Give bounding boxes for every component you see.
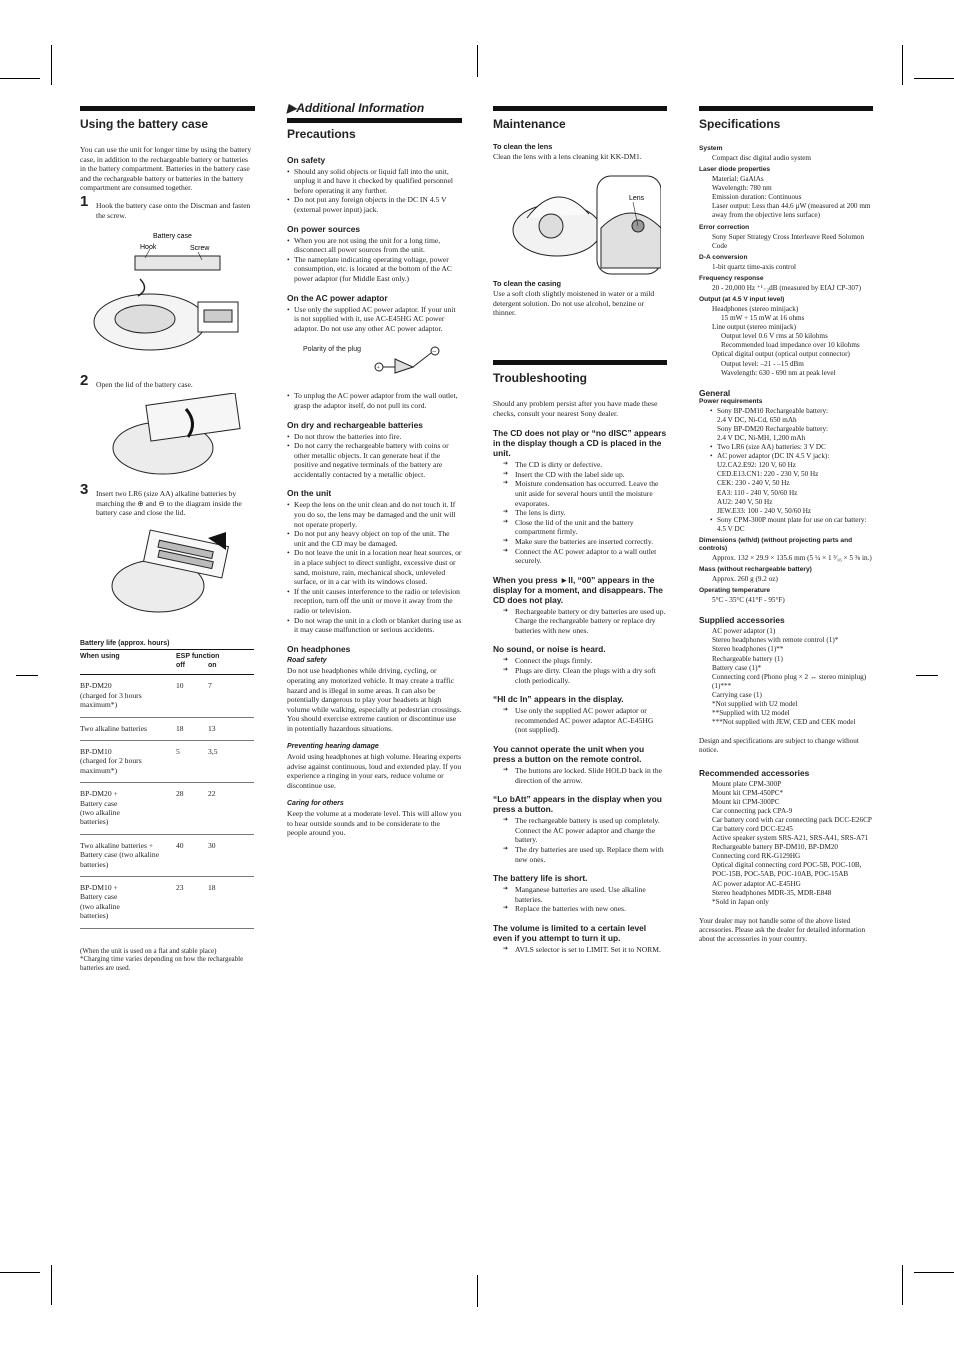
section-title: Precautions	[287, 126, 356, 141]
list-item: ➔ Connect the AC power adaptor to a wall outlet securely.	[515, 547, 667, 566]
problem-heading: “HI dc In” appears in the display.	[493, 694, 624, 705]
list-item: • When you are not using the unit for a long time, disconnect all power sources from the unit.	[294, 236, 462, 255]
svg-text:–: –	[432, 347, 436, 356]
problem-heading: The volume is limited to a certain level even if you attempt to turn it up.	[493, 922, 647, 943]
list-item: • Do not wrap the unit in a cloth or blanket during use as it may cause malfunction or serious accidents.	[294, 616, 462, 635]
step-2: 2 Open the lid of the battery case.	[80, 371, 193, 389]
battery-case-label: Battery case	[153, 233, 192, 241]
list-item: • Do not put any heavy object on top of the unit. The unit and the CD may be damaged.	[294, 529, 462, 548]
spec-heading: Mass (without rechargeable battery)	[699, 566, 812, 574]
section-title: Maintenance	[493, 117, 566, 131]
list-item: ➔ Plugs are dirty. Clean the plugs with a dry soft cloth periodically.	[515, 666, 667, 685]
section-rule	[493, 106, 667, 111]
spec-heading: Operating temperature	[699, 587, 771, 595]
list-item: ➔ The CD is dirty or defective.	[515, 460, 667, 470]
intro-text: You can use the unit for longer time by using the battery case, in addition to the rechargeable battery or batteries in the battery compartment. Batteries in the battery case and the rechargeable battery or batteries in the battery compartment are consumed together.	[80, 145, 252, 193]
screw-label: Screw	[190, 245, 210, 253]
list-item: ➔ The dry batteries are used up. Replace them with new ones.	[515, 845, 667, 864]
spec-heading: Output (at 4.5 V input level)	[699, 295, 785, 303]
problem-heading: No sound, or noise is heard.	[493, 644, 606, 655]
subheading: To clean the casing	[493, 279, 562, 289]
list-item: ➔ Moisture condensation has occurred. Leave the unit aside for several hours until the moisture evaporates.	[515, 479, 667, 508]
list-item: • Use only the supplied AC power adaptor. If your unit is not supplied with it, use AC-E45HG AC power adaptor. Do not use any other AC power adaptor.	[294, 305, 462, 334]
list-item: • Should any solid objects or liquid fall into the unit, unplug it and have it checked by qualified personnel before operating it any further.	[294, 167, 462, 196]
table-row: BP-DM10 (charged for 2 hours maximum*) 5 3,5	[80, 740, 254, 782]
spec-heading: Frequency response	[699, 274, 764, 282]
table-row: BP-DM10 + Battery case (two alkaline batteries) 23 18	[80, 877, 254, 929]
solution-list	[493, 607, 667, 636]
spec-heading: D-A conversion	[699, 253, 748, 261]
list-item: ➔ The rechargeable battery is used up completely. Connect the AC power adaptor and charge the battery.	[515, 816, 667, 845]
table-header-row	[80, 650, 254, 675]
table-note: (When the unit is used on a flat and stable place)	[80, 946, 217, 955]
list-item: ➔ Make sure the batteries are inserted correctly.	[515, 537, 667, 547]
fold-mark	[477, 45, 478, 77]
fold-mark	[16, 675, 38, 676]
table-row: Two alkaline batteries 18 13	[80, 717, 254, 740]
problem-heading: You cannot operate the unit when you press a button on the remote control.	[493, 744, 645, 765]
list-item: ➔ The lens is dirty.	[515, 508, 667, 518]
spec-heading: Supplied accessories	[699, 615, 785, 626]
crop-mark	[914, 78, 954, 79]
solution-list	[493, 945, 667, 955]
fold-mark	[916, 675, 938, 676]
spec-heading: System	[699, 145, 723, 152]
table-row: BP-DM20 + Battery case (two alkaline batteries) 28 22	[80, 783, 254, 835]
subheading: On power sources	[287, 223, 361, 234]
paragraph: Should any problem persist after you have made these checks, consult your nearest Sony dealer.	[493, 398, 658, 418]
subheading: Preventing hearing damage	[287, 742, 379, 750]
step-1: 1 Hook the battery case onto the Discman and fasten the screw.	[80, 192, 251, 220]
additional-info-heading: ▶Additional Information	[287, 101, 425, 115]
battery-case-lid-figure	[108, 393, 248, 478]
list-item: • Do not throw the batteries into fire.	[294, 432, 462, 442]
battery-life-table	[80, 649, 254, 928]
solution-list	[493, 656, 667, 685]
dry-list	[287, 432, 462, 480]
spec-heading: Laser diode properties	[699, 166, 771, 174]
subheading: On the AC power adaptor	[287, 292, 388, 303]
battery-case-hook-figure	[80, 224, 250, 369]
paragraph: Avoid using headphones at high volume. Hearing experts advise against continuous, loud and extended play. If you experience a ringing in your ears, reduce volume or discontinue use.	[287, 752, 462, 790]
problem-heading: The CD does not play or “no dISC” appears in the display though a CD is placed in the unit.	[493, 428, 667, 459]
section-rule	[493, 360, 667, 365]
safety-list	[287, 167, 462, 215]
solution-list	[493, 460, 667, 566]
subheading: Caring for others	[287, 799, 344, 807]
list-item: • To unplug the AC power adaptor from the wall outlet, grasp the adaptor itself, do not pull its cord.	[294, 391, 462, 410]
paragraph: Your dealer may not handle some of the above listed accessories. Please ask the dealer for detailed information about the accessories in your country.	[699, 916, 866, 943]
paragraph: Design and specifications are subject to change without notice.	[699, 737, 859, 755]
spec-heading: Error correction	[699, 223, 750, 231]
header-esp: ESP function off on	[176, 650, 254, 675]
specifications-column: Specifications System Compact disc digital audio system Laser diode properties Material: GaAlAs Wavelength: 780 nm Emission duration: Continuous Laser output: Less than 44.6 µW (measured at 200 mm away from the objective lens surface) Error correction Sony Super Strategy Cross Interleave Reed Solomon Code D-A conversion 1-bit quartz time-axis control Frequency response 20 - 20,000 Hz ⁺¹₋₂dB (measured by EIAJ CP-307) Output (at 4.5 V input level) Headphones (stereo minijack) 15 mW + 15 mW at 16 ohms Line output (stereo minijack) Output level 0.6 V rms at 50 kilohms Recommended load impedance over 10 kilohms Optical digital output (optical output connector) Output level: –21 - –15 dBm Wavelength: 630 - 690 nm at peak level General Power requirements • Sony BP-DM10 Rechargeable battery: 2.4 V DC, Ni-Cd, 650 mAh Sony BP-DM20 Rechargeable battery: 2.4 V DC, Ni-MH, 1,200 mAh • Two LR6 (size AA) batteries: 3 V DC • AC power adaptor (DC IN 4.5 V jack): U2.CA2.E92: 120 V, 60 Hz CED.E13.CN1: 220 - 230 V, 50 Hz CEK: 230 - 240 V, 50 Hz EA3: 110 - 240 V, 50/60 Hz AU2: 240 V, 50 Hz JEW.E33: 100 - 240 V, 50/60 Hz • Sony CPM-300P mount plate for use on car battery: 4.5 V DC Dimensions (w/h/d) (without projecting parts and controls) Approx. 132 × 29.9 × 135.6 mm (5 ¼ × 1 ³⁄₁₆ × 5 ⅜ in.) Mass (without rechargeable battery) Approx. 260 g (9.2 oz) Operating temperature 5°C - 35°C (41°F - 95°F) Supplied accessories AC power adaptor (1) Stereo headphones with remote control (1)* Stereo headphones (1)** Rechargeable battery (1) Battery case (1)* Connecting cord (Phono plug × 2 ↔ stereo miniplug) (1)*** Carrying case (1) *Not supplied with U2 model **Supplied with U2 model ***Not supplied with JEW, CED and CEK model Design and specifications are subject to change without notice. Recommended accessories Mount plate CPM-300P Mount kit CPM-450PC* Mount kit CPM-300PC Car connecting pack CPA-9 Car battery cord with car connecting pack DCC-E26CP Car battery cord DCC-E245 Active speaker system SRS-A21, SRS-A41, SRS-A71 Rechargeable battery BP-DM10, BP-DM20 Connecting cord RK-G129HG Optical digital connecting cord POC-5B, POC-10B, POC-15B, POC-5AB, POC-10AB, POC-15AB AC power adaptor AC-E45HG Stereo headphones MDR-35, MDR-E848 *Sold in Japan only Your dealer may not handle some of the above listed accessories. Please ask the dealer for detailed information about the accessories in your country.	[699, 106, 873, 944]
subheading: Road safety	[287, 656, 327, 664]
paragraph: Use a soft cloth slightly moistened in water or a mild detergent solution. Do not use alcohol, benzine or thinner.	[493, 289, 655, 318]
list-item: ➔ Manganese batteries are used. Use alkaline batteries.	[515, 885, 667, 904]
problem-heading: When you press ►II, “00” appears in the display for a moment, and disappears. The CD does not play.	[493, 574, 663, 605]
lens-cleaning-figure	[511, 168, 661, 276]
subheading: On safety	[287, 154, 326, 165]
list-item: ➔ Rechargeable battery or dry batteries are used up. Charge the rechargeable battery or replace dry batteries with new ones.	[515, 607, 667, 636]
list-item: • If the unit causes interference to the radio or television reception, turn off the unit or move it away from the radio or television.	[294, 587, 462, 616]
paragraph: Keep the volume at a moderate level. This will allow you to hear outside sounds and to be considerate to the people around you.	[287, 809, 462, 838]
hook-label: Hook	[140, 244, 157, 252]
subheading: On dry and rechargeable batteries	[287, 419, 423, 430]
list-item: • Do not carry the rechargeable battery with coins or other metallic objects. It can generate heat if the positive and negative terminals of the battery are accidentally contacted by a metallic object.	[294, 441, 462, 479]
list-item: ➔ Insert the CD with the label side up.	[515, 470, 667, 480]
unit-list	[287, 500, 462, 634]
adaptor-list	[287, 305, 462, 334]
subheading: On headphones	[287, 643, 351, 654]
crop-mark	[0, 1272, 40, 1273]
list-item: ➔ Connect the plugs firmly.	[515, 656, 667, 666]
paragraph: Clean the lens with a lens cleaning kit KK-DM1.	[493, 152, 642, 161]
list-item: ➔ Use only the supplied AC power adaptor or recommended AC power adaptor AC-E45HG (not supplied).	[515, 706, 667, 735]
problem-heading: “Lo bAtt” appears in the display when you press a button.	[493, 794, 662, 815]
polarity-figure	[287, 339, 462, 381]
list-item: ➔ Replace the batteries with new ones.	[515, 904, 667, 914]
section-rule	[699, 106, 873, 111]
table-row: Two alkaline batteries + Battery case (two alkaline batteries) 40 30	[80, 834, 254, 876]
section-title: Specifications	[699, 117, 781, 131]
list-item: • Do not put any foreign objects in the DC IN 4.5 V (external power input) jack.	[294, 195, 462, 214]
header-when-using: When using	[80, 650, 176, 675]
table-row: BP-DM20 (charged for 3 hours maximum*) 10 7	[80, 675, 254, 717]
subheading: To clean the lens	[493, 142, 553, 151]
polarity-label: Polarity of the plug	[303, 346, 361, 354]
list-item: • Do not leave the unit in a location near heat sources, or in a place subject to direct sunlight, excessive dust or sand, moisture, rain, mechanical shock, unleveled surface, or in a car with its windows closed.	[294, 548, 462, 586]
svg-text:+: +	[376, 365, 380, 372]
fold-mark	[477, 1275, 478, 1307]
polarity-plug-icon	[373, 345, 443, 375]
spec-heading: Recommended accessories	[699, 767, 810, 778]
crop-mark	[51, 45, 52, 85]
crop-mark	[914, 1272, 954, 1273]
power-requirements-list: • Sony BP-DM10 Rechargeable battery: 2.4 V DC, Ni-Cd, 650 mAh Sony BP-DM20 Rechargeable battery: 2.4 V DC, Ni-MH, 1,200 mAh • Two LR6 (size AA) batteries: 3 V DC • AC power adaptor (DC IN 4.5 V jack): U2.CA2.E92: 120 V, 60 Hz CED.E13.CN1: 220 - 230 V, 50 Hz CEK: 230 - 240 V, 50 Hz EA3: 110 - 240 V, 50/60 Hz AU2: 240 V, 50 Hz JEW.E33: 100 - 240 V, 50/60 Hz • Sony CPM-300P mount plate for use on car battery: 4.5 V DC	[699, 407, 873, 534]
paragraph: Do not use headphones while driving, cycling, or operating any motorized vehicle. It may create a traffic hazard and is illegal in some areas. It can also be potentially dangerous to play your headsets at high volume while walking, especially at pedestrian crossings. You should exercise extreme caution or discontinue use in potentially hazardous situations.	[287, 666, 462, 733]
crop-mark	[51, 1265, 52, 1305]
solution-list	[493, 816, 667, 864]
section-title: Using the battery case	[80, 117, 209, 131]
section-rule	[80, 106, 255, 111]
list-item: • The nameplate indicating operating voltage, power consumption, etc. is located at the bottom of the AC power adaptor (for Middle East only.)	[294, 255, 462, 284]
crop-mark	[902, 45, 903, 85]
solution-list	[493, 706, 667, 735]
list-item: • Keep the lens on the unit clean and do not touch it. If you do so, the lens may be damaged and the unit will not operate properly.	[294, 500, 462, 529]
spec-heading: General	[699, 387, 731, 398]
power-list	[287, 236, 462, 284]
solution-list	[493, 766, 667, 785]
list-item: ➔ Close the lid of the unit and the battery compartment firmly.	[515, 518, 667, 537]
battery-case-column	[80, 106, 255, 973]
table-note: *Charging time varies depending on how the rechargeable batteries are used.	[80, 955, 244, 973]
precautions-column	[287, 101, 462, 838]
subheading: On the unit	[287, 488, 332, 499]
crop-mark	[902, 1265, 903, 1305]
solution-list	[493, 885, 667, 914]
spec-heading: Power requirements	[699, 397, 763, 405]
list-item: ➔ AVLS selector is set to LIMIT. Set it to NORM.	[515, 945, 667, 955]
section-title: Troubleshooting	[493, 370, 587, 385]
table-title: Battery life (approx. hours)	[80, 640, 170, 648]
crop-mark	[0, 78, 40, 79]
maintenance-column	[493, 106, 667, 955]
insert-batteries-figure	[108, 528, 248, 618]
section-rule	[287, 118, 462, 123]
unplug-list	[287, 391, 462, 410]
lens-label: Lens	[629, 194, 645, 202]
step-3: 3 Insert two LR6 (size AA) alkaline batteries by matching the ⊕ and ⊖ to the diagram inside the battery case and close the lid.	[80, 480, 242, 518]
spec-heading: Dimensions (w/h/d) (without projecting parts and controls)	[699, 537, 853, 552]
problem-heading: The battery life is short.	[493, 873, 588, 884]
list-item: ➔ The buttons are locked. Slide HOLD back in the direction of the arrow.	[515, 766, 667, 785]
